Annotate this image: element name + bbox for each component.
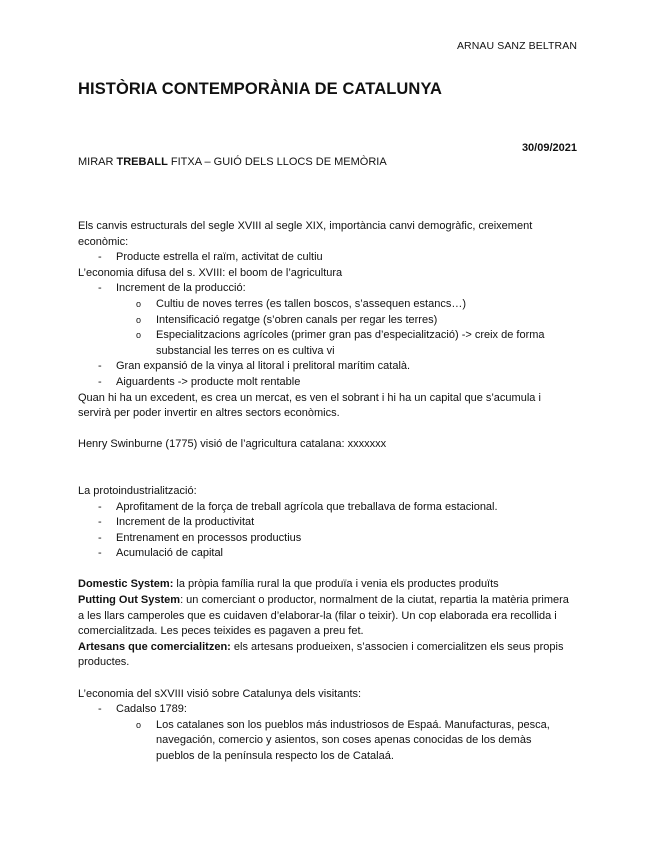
document-body [78,219,573,765]
list-item: - Producte estrella el raïm, activitat de cultiu [78,250,573,266]
paragraph-domestic-system: Domestic System: la pròpia família rural la que produïa i venia els productes produïts [78,578,499,591]
term-artesans: Artesans que comercialitzen: [78,640,231,653]
dash-bullet: - [98,500,102,513]
term-domestic-system: Domestic System: [78,578,174,591]
dash-bullet: - [98,703,102,716]
paragraph-structural-changes: Els canvis estructurals del segle XVIII al segle XIX, importància canvi demogràfic, creixement econòmic: [78,220,533,248]
list-item: - Aprofitament de la força de treball agrícola que treballava de forma estacional. [78,500,573,516]
visitors-heading: L’economia del sXVIII visió sobre Catalunya dels visitants: [78,687,362,700]
paragraph-economy: L’economia difusa del s. XVIII: el boom de l’agricultura [78,266,343,279]
circle-bullet: o [136,330,142,341]
sub-list-item: o Los catalanes son los pueblos más industriosos de Espaá. Manufacturas, pesca, navegación, comercio y asientos, son coses apenas conocidas de los demàs pueblos de la península respecto los de Catalaá. [136,718,550,762]
dash-bullet: - [98,531,102,544]
list-item: - Cadalso 1789: [78,702,573,718]
document-subtitle [78,156,387,168]
document-date: 30/09/2021 [521,142,577,154]
sub-list-item: o Cultiu de noves terres (es tallen boscos, s’assequen estancs…) [78,297,573,313]
circle-bullet: o [136,719,142,730]
proto-heading: La protoindustrialització: [78,484,197,497]
dash-bullet: - [98,375,102,388]
paragraph-swinburne: Henry Swinburne (1775) visió de l’agricultura catalana: xxxxxxx [78,438,387,451]
subtitle-bold: TREBALL [116,156,168,168]
subtitle-prefix: MIRAR [78,156,117,168]
paragraph-putting-out-system: Putting Out System: un comerciant o productor, normalment de la ciutat, repartia la matèria primera a les llars camperoles que es cuidaven d’elaborar-la (filar o teixir). Un cop elaborada era recollida i comercialitzada. Les peces teixides es pagaven a preu fet. [78,594,569,638]
paragraph-artesans: Artesans que comercialitzen: els artesans produeixen, s’associen i comercialitzen els seus propis productes. [78,640,564,669]
list-item: - Increment de la productivitat [78,515,573,531]
sub-list-item: o Especialitzacions agrícoles (primer gran pas d’especialització) -> creix de forma substancial les terres on es cultiva vi [136,329,545,357]
paragraph-market: Quan hi ha un excedent, es crea un mercat, es ven el sobrant i hi ha un capital que s’acumula i servirà per poder invertir en altres sectors econòmics. [78,391,541,420]
sub-list-item: o Intensificació regatge (s’obren canals per regar les terres) [78,313,573,329]
dash-bullet: - [98,282,102,295]
list-item: - Aiguardents -> producte molt rentable [78,375,573,391]
term-putting-out-system: Putting Out System [78,594,181,607]
circle-bullet: o [136,298,142,309]
dash-bullet: - [98,360,102,373]
list-item: - Increment de la producció: [78,281,573,297]
list-item: - Entrenament en processos productius [78,531,573,547]
dash-bullet: - [98,251,102,264]
document-title: HISTÒRIA CONTEMPORÀNIA DE CATALUNYA [78,80,443,98]
circle-bullet: o [136,314,142,325]
list-item: - Gran expansió de la vinya al litoral i prelitoral marítim català. [78,359,573,375]
author-name: ARNAU SANZ BELTRAN [456,40,577,52]
dash-bullet: - [98,516,102,529]
subtitle-suffix: FITXA – GUIÓ DELS LLOCS DE MEMÒRIA [167,156,387,168]
dash-bullet: - [98,547,102,560]
list-item: - Acumulació de capital [78,546,573,562]
